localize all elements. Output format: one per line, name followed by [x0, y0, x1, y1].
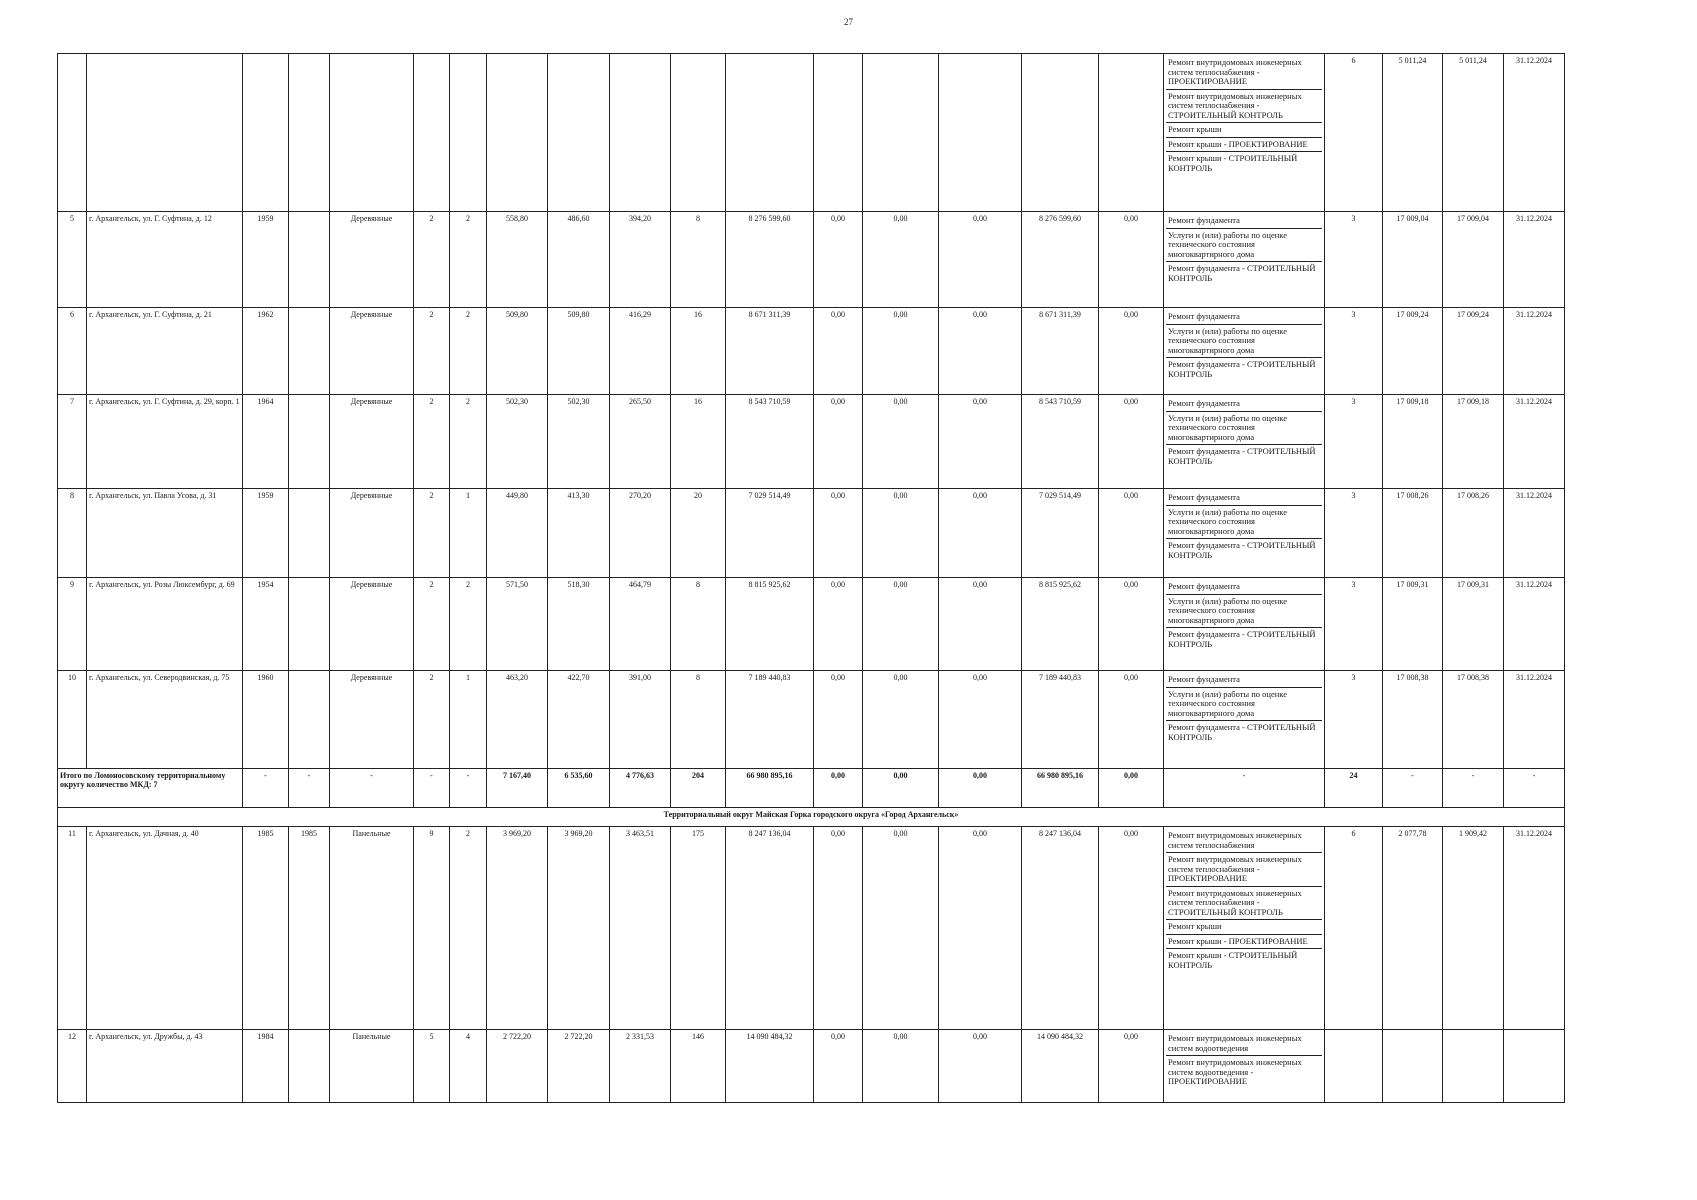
cell-fund-other: 0,00: [1099, 395, 1164, 489]
cell-cost-per-m2: 17 009,24: [1383, 308, 1443, 395]
cell-fund-region: 0,00: [863, 671, 939, 769]
cell-fund-owners: 8 671 311,39: [1022, 308, 1099, 395]
cell-area-residential: 3 463,51: [610, 827, 671, 1030]
empty-cell: [610, 54, 671, 212]
district-header-row: [58, 808, 1565, 827]
works-cell: [1164, 1030, 1325, 1103]
cell-year-built: 1960: [243, 671, 289, 769]
cell-area-residential: 464,79: [610, 578, 671, 671]
work-item: Услуги и (или) работы по оценке технического состояния многоквартирного дома: [1166, 506, 1322, 540]
table-row: [58, 1030, 1565, 1103]
work-item: Ремонт крыши: [1166, 920, 1322, 935]
cell-entrances: 2: [450, 578, 487, 671]
cell-year-overhaul: 1985: [289, 827, 330, 1030]
cell-material: Деревянные: [330, 489, 414, 578]
work-item: Ремонт фундамента: [1166, 214, 1322, 229]
cell-cost-total: 8 671 311,39: [726, 308, 814, 395]
cell-year-built: 1962: [243, 308, 289, 395]
empty-cell: [1099, 54, 1164, 212]
dash-cell: -: [330, 769, 414, 808]
cell-num: 5: [58, 212, 87, 308]
cell-fund-other: 0,00: [1099, 212, 1164, 308]
page-number: 27: [844, 17, 853, 27]
work-item: Ремонт внутридомовых инженерных систем теплоснабжения - ПРОЕКТИРОВАНИЕ: [1166, 56, 1322, 90]
cell-address: г. Архангельск, ул. Дружбы, д. 43: [87, 1030, 243, 1103]
cell-fund-local: 0,00: [939, 308, 1022, 395]
dash-cell: -: [1504, 769, 1565, 808]
cell-area-premises: 518,30: [548, 578, 610, 671]
cell-fund-federal: 0,00: [814, 578, 863, 671]
cell-entrances: 1: [450, 671, 487, 769]
cell-residents: 175: [671, 827, 726, 1030]
cell-fund-federal: 0,00: [814, 212, 863, 308]
cell-date: 31.12.2024: [1504, 578, 1565, 671]
cell-entrances: 2: [450, 308, 487, 395]
work-item: Ремонт внутридомовых инженерных систем теплоснабжения - ПРОЕКТИРОВАНИЕ: [1166, 853, 1322, 887]
cell-residents: 8: [671, 671, 726, 769]
work-item: Услуги и (или) работы по оценке технического состояния многоквартирного дома: [1166, 595, 1322, 629]
cell-cost-per-m2: 17 008,38: [1383, 671, 1443, 769]
cell-area-premises: 502,30: [548, 395, 610, 489]
cell-fund-local: 0,00: [939, 489, 1022, 578]
cell-area-residential: 416,29: [610, 308, 671, 395]
cell-year-overhaul: [289, 1030, 330, 1103]
cell-total-area: 449,80: [487, 489, 548, 578]
work-item: Ремонт внутридомовых инженерных систем теплоснабжения: [1166, 829, 1322, 853]
work-item: Ремонт крыши: [1166, 123, 1322, 138]
total-count: 24: [1325, 769, 1383, 808]
empty-cell: [548, 54, 610, 212]
work-item: Ремонт внутридомовых инженерных систем водоотведения - ПРОЕКТИРОВАНИЕ: [1168, 1057, 1302, 1086]
cell-material: Деревянные: [330, 578, 414, 671]
work-item: Ремонт фундамента - СТРОИТЕЛЬНЫЙ КОНТРОЛЬ: [1168, 359, 1316, 379]
cell-material: Деревянные: [330, 671, 414, 769]
cell-cost-total: 8 247 136,04: [726, 827, 814, 1030]
cell-max-cost: 1 909,42: [1443, 827, 1504, 1030]
cell-fund-other: 0,00: [1099, 827, 1164, 1030]
work-item: Ремонт внутридомовых инженерных систем водоотведения: [1166, 1032, 1322, 1056]
work-item: Ремонт фундамента: [1166, 673, 1322, 688]
works-cell: [1164, 212, 1325, 308]
cell-fund-region: 0,00: [863, 489, 939, 578]
cell-max-cost: 5 011,24: [1443, 54, 1504, 212]
cell-cost-total: 7 189 440,83: [726, 671, 814, 769]
table-row: [58, 212, 1565, 308]
works-cell: [1164, 308, 1325, 395]
work-item: Услуги и (или) работы по оценке технического состояния многоквартирного дома: [1166, 229, 1322, 263]
empty-cell: [58, 54, 87, 212]
cell-fund-federal: 0,00: [814, 671, 863, 769]
cell-year-overhaul: [289, 308, 330, 395]
table-row: [58, 671, 1565, 769]
cell-material: Деревянные: [330, 395, 414, 489]
empty-cell: [243, 54, 289, 212]
work-item: Ремонт фундамента - СТРОИТЕЛЬНЫЙ КОНТРОЛЬ: [1168, 263, 1316, 283]
cell-cost-total: 7 029 514,49: [726, 489, 814, 578]
cell-address: г. Архангельск, ул. Павла Усова, д. 31: [87, 489, 243, 578]
dash-cell: -: [1383, 769, 1443, 808]
cell-fund-local: 0,00: [939, 1030, 1022, 1103]
table-row: [58, 308, 1565, 395]
cell-floors: 2: [414, 578, 450, 671]
cell-max-cost: 17 009,18: [1443, 395, 1504, 489]
cell-fund-local: 0,00: [939, 578, 1022, 671]
cell-fund-owners: 14 090 484,32: [1022, 1030, 1099, 1103]
cell-year-built: 1985: [243, 827, 289, 1030]
cell-material: Деревянные: [330, 212, 414, 308]
cell-fund-local: 0,00: [939, 395, 1022, 489]
cell-fund-federal: 0,00: [814, 827, 863, 1030]
cell-address: г. Архангельск, ул. Розы Люксембург, д. 69: [87, 578, 243, 671]
cell-num: 8: [58, 489, 87, 578]
cell-fund-other: 0,00: [1099, 1030, 1164, 1103]
cell-area-residential: 270,20: [610, 489, 671, 578]
cell-total-area: 558,80: [487, 212, 548, 308]
empty-cell: [450, 54, 487, 212]
work-item: Ремонт фундамента: [1166, 491, 1322, 506]
empty-cell: [671, 54, 726, 212]
cell-total-area: 463,20: [487, 671, 548, 769]
cell-count: 3: [1325, 212, 1383, 308]
cell-area-premises: 422,70: [548, 671, 610, 769]
empty-cell: [863, 54, 939, 212]
cell-cost-per-m2: 17 009,18: [1383, 395, 1443, 489]
cell-material: Панельные: [330, 827, 414, 1030]
empty-cell: [814, 54, 863, 212]
total-label: Итого по Ломоносовскому территориальному округу количество МКД: 7: [58, 769, 243, 808]
total-area-premises: 6 535,60: [548, 769, 610, 808]
cell-total-area: 502,30: [487, 395, 548, 489]
works-cell: [1164, 395, 1325, 489]
cell-cost-total: 14 090 484,32: [726, 1030, 814, 1103]
cell-area-premises: 3 969,20: [548, 827, 610, 1030]
empty-cell: [1022, 54, 1099, 212]
cell-count: [1325, 1030, 1383, 1103]
cell-fund-owners: 7 189 440,83: [1022, 671, 1099, 769]
cell-fund-other: 0,00: [1099, 578, 1164, 671]
work-item: Ремонт фундамента - СТРОИТЕЛЬНЫЙ КОНТРОЛЬ: [1168, 446, 1316, 466]
cell-count: 3: [1325, 308, 1383, 395]
work-item: Услуги и (или) работы по оценке технического состояния многоквартирного дома: [1166, 412, 1322, 446]
cell-address: г. Архангельск, ул. Г. Суфтина, д. 21: [87, 308, 243, 395]
cell-fund-region: 0,00: [863, 308, 939, 395]
works-cell: [1164, 489, 1325, 578]
cell-count: 3: [1325, 489, 1383, 578]
cell-area-residential: 2 331,53: [610, 1030, 671, 1103]
cell-fund-federal: 0,00: [814, 395, 863, 489]
cell-material: Деревянные: [330, 308, 414, 395]
cell-fund-local: 0,00: [939, 212, 1022, 308]
cell-fund-region: 0,00: [863, 827, 939, 1030]
cell-fund-federal: 0,00: [814, 308, 863, 395]
cell-year-built: 1959: [243, 212, 289, 308]
cell-num: 10: [58, 671, 87, 769]
cell-cost-per-m2: 17 009,04: [1383, 212, 1443, 308]
cell-cost-per-m2: 5 011,24: [1383, 54, 1443, 212]
work-item: Услуги и (или) работы по оценке технического состояния многоквартирного дома: [1166, 688, 1322, 722]
total-fund-local: 0,00: [939, 769, 1022, 808]
works-cell: [1164, 54, 1325, 212]
work-item: Ремонт крыши - ПРОЕКТИРОВАНИЕ: [1166, 935, 1322, 950]
cell-date: 31.12.2024: [1504, 827, 1565, 1030]
cell-total-area: 571,50: [487, 578, 548, 671]
cell-year-overhaul: [289, 489, 330, 578]
cell-floors: 2: [414, 395, 450, 489]
cell-area-residential: 391,00: [610, 671, 671, 769]
empty-cell: [487, 54, 548, 212]
cell-date: 31.12.2024: [1504, 308, 1565, 395]
cell-address: г. Архангельск, ул. Дачная, д. 40: [87, 827, 243, 1030]
cell-area-premises: 486,60: [548, 212, 610, 308]
district-header: Территориальный округ Майская Горка городского округа «Город Архангельск»: [58, 808, 1565, 827]
work-item: Услуги и (или) работы по оценке технического состояния многоквартирного дома: [1166, 325, 1322, 359]
work-item: Ремонт фундамента: [1166, 580, 1322, 595]
cell-residents: 16: [671, 308, 726, 395]
table-row: [58, 578, 1565, 671]
work-item: Ремонт внутридомовых инженерных систем теплоснабжения - СТРОИТЕЛЬНЫЙ КОНТРОЛЬ: [1166, 90, 1322, 124]
cell-date: 31.12.2024: [1504, 54, 1565, 212]
capital-repair-table: [57, 53, 1565, 1103]
cell-area-premises: 509,80: [548, 308, 610, 395]
empty-cell: [414, 54, 450, 212]
empty-cell: [330, 54, 414, 212]
work-item: Ремонт фундамента: [1166, 310, 1322, 325]
cell-fund-region: 0,00: [863, 578, 939, 671]
cell-area-residential: 265,50: [610, 395, 671, 489]
cell-total-area: 509,80: [487, 308, 548, 395]
total-residents: 204: [671, 769, 726, 808]
total-fund-owners: 66 980 895,16: [1022, 769, 1099, 808]
cell-cost-per-m2: 17 008,26: [1383, 489, 1443, 578]
cell-floors: 9: [414, 827, 450, 1030]
cell-max-cost: 17 008,38: [1443, 671, 1504, 769]
cell-count: 3: [1325, 578, 1383, 671]
cell-entrances: 2: [450, 395, 487, 489]
dash-cell: -: [414, 769, 450, 808]
dash-cell: -: [289, 769, 330, 808]
cell-num: 9: [58, 578, 87, 671]
cell-floors: 2: [414, 212, 450, 308]
empty-cell: [726, 54, 814, 212]
cell-fund-federal: 0,00: [814, 1030, 863, 1103]
dash-cell: -: [243, 769, 289, 808]
empty-cell: [939, 54, 1022, 212]
cell-date: 31.12.2024: [1504, 212, 1565, 308]
cell-entrances: 4: [450, 1030, 487, 1103]
cell-fund-local: 0,00: [939, 671, 1022, 769]
cell-max-cost: 17 008,26: [1443, 489, 1504, 578]
cell-num: 6: [58, 308, 87, 395]
cell-residents: 8: [671, 578, 726, 671]
work-item: Ремонт фундамента - СТРОИТЕЛЬНЫЙ КОНТРОЛЬ: [1168, 722, 1316, 742]
cell-num: 12: [58, 1030, 87, 1103]
cell-max-cost: 17 009,31: [1443, 578, 1504, 671]
dash-cell: -: [1164, 769, 1325, 808]
cell-floors: 5: [414, 1030, 450, 1103]
cell-year-overhaul: [289, 671, 330, 769]
cell-date: 31.12.2024: [1504, 395, 1565, 489]
cell-count: 6: [1325, 827, 1383, 1030]
cell-floors: 2: [414, 308, 450, 395]
cell-year-overhaul: [289, 212, 330, 308]
cell-fund-federal: 0,00: [814, 489, 863, 578]
cell-area-premises: 413,30: [548, 489, 610, 578]
cell-year-overhaul: [289, 578, 330, 671]
cell-fund-owners: 7 029 514,49: [1022, 489, 1099, 578]
work-item: Ремонт крыши - ПРОЕКТИРОВАНИЕ: [1166, 138, 1322, 153]
cell-max-cost: 17 009,04: [1443, 212, 1504, 308]
cell-cost-total: 8 276 599,60: [726, 212, 814, 308]
total-fund-region: 0,00: [863, 769, 939, 808]
cell-fund-owners: 8 543 710,59: [1022, 395, 1099, 489]
dash-cell: -: [1443, 769, 1504, 808]
works-cell: [1164, 827, 1325, 1030]
cell-date: 31.12.2024: [1504, 671, 1565, 769]
cell-cost-total: 8 815 925,62: [726, 578, 814, 671]
cell-entrances: 1: [450, 489, 487, 578]
table-row: [58, 395, 1565, 489]
cell-count: 3: [1325, 395, 1383, 489]
cell-fund-other: 0,00: [1099, 671, 1164, 769]
cell-year-overhaul: [289, 395, 330, 489]
table-row: [58, 827, 1565, 1030]
cell-count: 6: [1325, 54, 1383, 212]
cell-fund-other: 0,00: [1099, 489, 1164, 578]
cell-residents: 146: [671, 1030, 726, 1103]
cell-year-built: 1954: [243, 578, 289, 671]
cell-entrances: 2: [450, 827, 487, 1030]
cell-fund-owners: 8 247 136,04: [1022, 827, 1099, 1030]
cell-num: 11: [58, 827, 87, 1030]
cell-cost-total: 8 543 710,59: [726, 395, 814, 489]
cell-address: г. Архангельск, ул. Г. Суфтина, д. 12: [87, 212, 243, 308]
total-total-area: 7 167,40: [487, 769, 548, 808]
cell-area-premises: 2 722,20: [548, 1030, 610, 1103]
cell-fund-local: 0,00: [939, 827, 1022, 1030]
works-cell: [1164, 671, 1325, 769]
empty-cell: [289, 54, 330, 212]
cell-material: Панельные: [330, 1030, 414, 1103]
cell-fund-owners: 8 276 599,60: [1022, 212, 1099, 308]
cell-address: г. Архангельск, ул. Г. Суфтина, д. 29, корп. 1: [87, 395, 243, 489]
work-item: Ремонт фундамента - СТРОИТЕЛЬНЫЙ КОНТРОЛЬ: [1168, 540, 1316, 560]
empty-cell: [87, 54, 243, 212]
cell-max-cost: 17 009,24: [1443, 308, 1504, 395]
cell-date: 31.12.2024: [1504, 489, 1565, 578]
cell-num: 7: [58, 395, 87, 489]
work-item: Ремонт фундамента: [1166, 397, 1322, 412]
cell-date: [1504, 1030, 1565, 1103]
work-item: Ремонт внутридомовых инженерных систем теплоснабжения - СТРОИТЕЛЬНЫЙ КОНТРОЛЬ: [1166, 887, 1322, 921]
cell-max-cost: [1443, 1030, 1504, 1103]
cell-year-built: 1984: [243, 1030, 289, 1103]
work-item: Ремонт крыши - СТРОИТЕЛЬНЫЙ КОНТРОЛЬ: [1168, 153, 1298, 173]
cell-total-area: 2 722,20: [487, 1030, 548, 1103]
cell-total-area: 3 969,20: [487, 827, 548, 1030]
cell-year-built: 1964: [243, 395, 289, 489]
total-fund-federal: 0,00: [814, 769, 863, 808]
cell-residents: 16: [671, 395, 726, 489]
total-area-residential: 4 776,63: [610, 769, 671, 808]
cell-residents: 20: [671, 489, 726, 578]
cell-address: г. Архангельск, ул. Северодвинская, д. 75: [87, 671, 243, 769]
cell-fund-region: 0,00: [863, 212, 939, 308]
cell-floors: 2: [414, 671, 450, 769]
cell-cost-per-m2: [1383, 1030, 1443, 1103]
cell-floors: 2: [414, 489, 450, 578]
total-cost-total: 66 980 895,16: [726, 769, 814, 808]
dash-cell: -: [450, 769, 487, 808]
cell-year-built: 1959: [243, 489, 289, 578]
cell-fund-region: 0,00: [863, 1030, 939, 1103]
cell-entrances: 2: [450, 212, 487, 308]
works-cell: [1164, 578, 1325, 671]
work-item: Ремонт фундамента - СТРОИТЕЛЬНЫЙ КОНТРОЛЬ: [1168, 629, 1316, 649]
total-row: [58, 769, 1565, 808]
cell-residents: 8: [671, 212, 726, 308]
cell-fund-region: 0,00: [863, 395, 939, 489]
cell-cost-per-m2: 17 009,31: [1383, 578, 1443, 671]
cell-count: 3: [1325, 671, 1383, 769]
total-fund-other: 0,00: [1099, 769, 1164, 808]
continuation-row: [58, 54, 1565, 212]
cell-fund-other: 0,00: [1099, 308, 1164, 395]
cell-cost-per-m2: 2 077,78: [1383, 827, 1443, 1030]
work-item: Ремонт крыши - СТРОИТЕЛЬНЫЙ КОНТРОЛЬ: [1168, 950, 1298, 970]
cell-area-residential: 394,20: [610, 212, 671, 308]
table-row: [58, 489, 1565, 578]
cell-fund-owners: 8 815 925,62: [1022, 578, 1099, 671]
